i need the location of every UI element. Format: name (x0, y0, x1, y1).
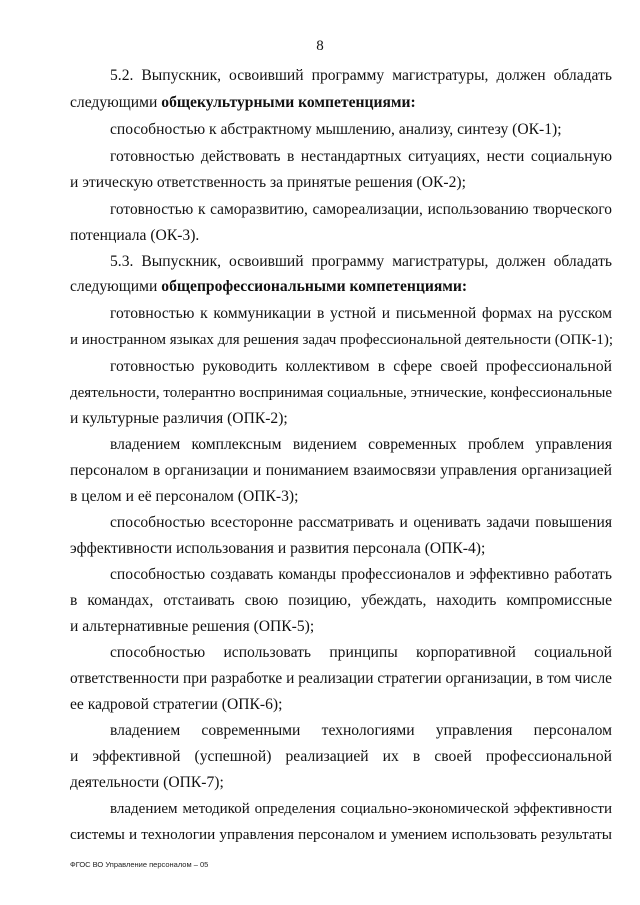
opk-7-line-1: владением современными технологиями управления персоналом (110, 722, 612, 739)
page-number: 8 (316, 38, 324, 54)
opk-5-line-3: и альтернативные решения (ОПК-5); (70, 618, 315, 635)
section-5-3-prefix: следующими (70, 278, 162, 295)
opk-6-line-1: способностью использовать принципы корпоративной социальной (110, 644, 612, 661)
section-5-3-bold: общепрофессиональными компетенциями: (161, 278, 468, 295)
opk-1-line-2: и иностранном языках для решения задач профессиональной деятельности (ОПК-1); (70, 332, 614, 348)
opk-7-line-3: деятельности (ОПК-7); (70, 774, 224, 791)
opk-1-line-1: готовностью к коммуникации в устной и письменной формах на русском (110, 305, 612, 322)
ok-1-line-1: способностью к абстрактному мышлению, анализу, синтезу (ОК-1); (110, 121, 562, 138)
ok-2-line-1: готовностью действовать в нестандартных ситуациях, нести социальную (110, 148, 612, 165)
opk-8-line-2: системы и технологии управления персоналом и умением использовать результаты (70, 826, 612, 843)
opk-5-line-2: в командах, отстаивать свою позицию, убеждать, находить компромиссные (70, 592, 612, 609)
section-5-2-line-1: 5.2. Выпускник, освоивший программу магистратуры, должен обладать (110, 67, 612, 84)
opk-6-line-2: ответственности при разработке и реализации стратегии организации, в том числе (70, 670, 612, 687)
opk-6-line-3: ее кадровой стратегии (ОПК-6); (70, 696, 283, 713)
opk-3-line-3: в целом и её персоналом (ОПК-3); (70, 488, 299, 505)
opk-2-line-1: готовностью руководить коллективом в сфере своей профессиональной (110, 358, 612, 375)
opk-2-line-2: деятельности, толерантно воспринимая социальные, этнические, конфессиональные (70, 385, 612, 401)
section-5-2-line-2 (70, 93, 612, 113)
section-5-2-prefix: следующими (70, 94, 162, 111)
ok-2-line-2: и этическую ответственность за принятые решения (ОК-2); (70, 174, 466, 191)
section-5-2-bold: общекультурными компетенциями: (161, 94, 416, 111)
footer-note: ФГОС ВО Управление персоналом – 05 (70, 860, 209, 869)
opk-8-line-1: владением методикой определения социально-экономической эффективности (110, 801, 612, 817)
opk-2-line-3: и культурные различия (ОПК-2); (70, 410, 288, 427)
opk-5-line-1: способностью создавать команды профессионалов и эффективно работать (110, 566, 612, 583)
opk-7-line-2: и эффективной (успешной) реализацией их в своей профессиональной (70, 748, 612, 765)
opk-3-line-1: владением комплексным видением современных проблем управления (110, 436, 612, 453)
opk-4-line-2: эффективности использования и развития персонала (ОПК-4); (70, 540, 486, 557)
opk-4-line-1: способностью всесторонне рассматривать и оценивать задачи повышения (110, 514, 612, 531)
opk-3-line-2: персоналом в организации и пониманием взаимосвязи управления организацией (70, 462, 612, 479)
section-5-3-line-1: 5.3. Выпускник, освоивший программу магистратуры, должен обладать (110, 253, 612, 270)
ok-3-line-2: потенциала (ОК-3). (70, 227, 200, 244)
section-5-3-line-2 (70, 277, 612, 297)
ok-3-line-1: готовностью к саморазвитию, самореализации, использованию творческого (110, 201, 612, 218)
